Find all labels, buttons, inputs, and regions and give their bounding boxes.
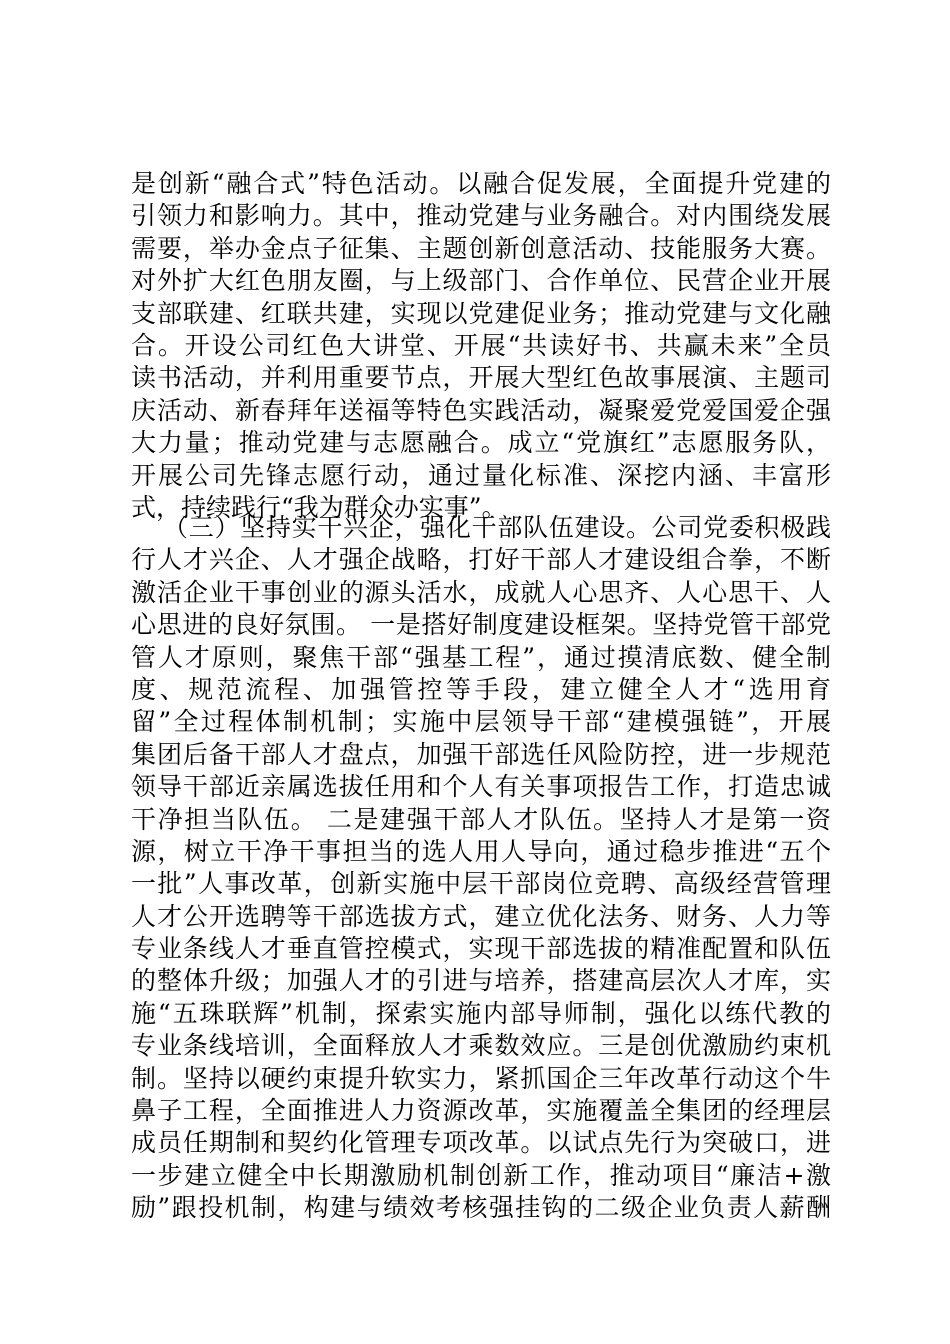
- paragraph-line: 行人才兴企、人才强企战略，打好干部人才建设组合拳，不断: [131, 545, 831, 575]
- paragraph-line: 人才公开选聘等干部选拔方式，建立优化法务、财务、人力等: [131, 901, 831, 931]
- paragraph-line: 式，持续践行“我为群众办实事”。: [131, 492, 507, 522]
- paragraph-line: 留”全过程体制机制；实施中层领导干部“建模强链”，开展: [131, 707, 831, 737]
- paragraph-line: 度、规范流程、加强管控等手段，建立健全人才“选用育: [131, 674, 831, 704]
- paragraph-line: 读书活动，并利用重要节点，开展大型红色故事展演、主题司: [131, 363, 831, 393]
- paragraph-line: 干净担当队伍。 二是建强干部人才队伍。坚持人才是第一资: [131, 804, 831, 834]
- paragraph-line: 引领力和影响力。其中，推动党建与业务融合。对内围绕发展: [131, 201, 831, 231]
- paragraph-line: 是创新“融合式”特色活动。以融合促发展，全面提升党建的: [131, 169, 831, 198]
- paragraph-line: 开展公司先锋志愿行动，通过量化标准、深挖内涵、丰富形: [131, 460, 831, 490]
- paragraph-line: 支部联建、红联共建，实现以党建促业务；推动党建与文化融: [131, 298, 831, 328]
- paragraph-line: 大力量；推动党建与志愿融合。成立“党旗红”志愿服务队，: [131, 428, 831, 458]
- paragraph-line: 一步建立健全中长期激励机制创新工作，推动项目“廉洁+激: [131, 1160, 831, 1190]
- paragraph-line: 成员任期制和契约化管理专项改革。以试点先行为突破口，进: [131, 1128, 831, 1158]
- paragraph-line: （三）坚持实干兴企，强化干部队伍建设。公司党委积极践: [163, 513, 831, 542]
- paragraph-line: 一批”人事改革，创新实施中层干部岗位竞聘、高级经营管理: [131, 869, 831, 899]
- paragraph-line: 制。坚持以硬约束提升软实力，紧抓国企三年改革行动这个牛: [131, 1063, 831, 1093]
- paragraph-line: 心思进的良好氛围。 一是搭好制度建设框架。坚持党管干部党: [131, 610, 831, 640]
- paragraph-line: 合。开设公司红色大讲堂、开展“共读好书、共赢未来”全员: [131, 330, 831, 360]
- paragraph-line: 鼻子工程，全面推进人力资源改革，实施覆盖全集团的经理层: [131, 1096, 831, 1126]
- paragraph-2: [131, 512, 831, 1225]
- paragraph-line: 管人才原则，聚焦干部“强基工程”，通过摸清底数、健全制: [131, 642, 831, 672]
- paragraph-line: 励”跟投机制，构建与绩效考核强挂钩的二级企业负责人薪酬: [131, 1193, 831, 1223]
- paragraph-line: 专业条线人才垂直管控模式，实现干部选拔的精准配置和队伍: [131, 934, 831, 964]
- paragraph-line: 领导干部近亲属选拔任用和个人有关事项报告工作，打造忠诚: [131, 772, 831, 802]
- paragraph-line: 集团后备干部人才盘点，加强干部选任风险防控，进一步规范: [131, 739, 831, 769]
- paragraph-line: 源，树立干净干事担当的选人用人导向，通过稳步推进“五个: [131, 836, 831, 866]
- paragraph-line: 庆活动、新春拜年送福等特色实践活动，凝聚爱党爱国爱企强: [131, 395, 831, 425]
- paragraph-line: 需要，举办金点子征集、主题创新创意活动、技能服务大赛。: [131, 233, 831, 263]
- paragraph-line: 激活企业干事创业的源头活水，成就人心思齐、人心思干、人: [131, 577, 831, 607]
- paragraph-line: 的整体升级；加强人才的引进与培养，搭建高层次人才库，实: [131, 966, 831, 996]
- paragraph-line: 施“五珠联辉”机制，探索实施内部导师制，强化以练代教的: [131, 998, 831, 1028]
- paragraph-line: 对外扩大红色朋友圈，与上级部门、合作单位、民营企业开展: [131, 266, 831, 296]
- paragraph-1: [131, 168, 831, 524]
- paragraph-line: 专业条线培训，全面释放人才乘数效应。三是创优激励约束机: [131, 1031, 831, 1061]
